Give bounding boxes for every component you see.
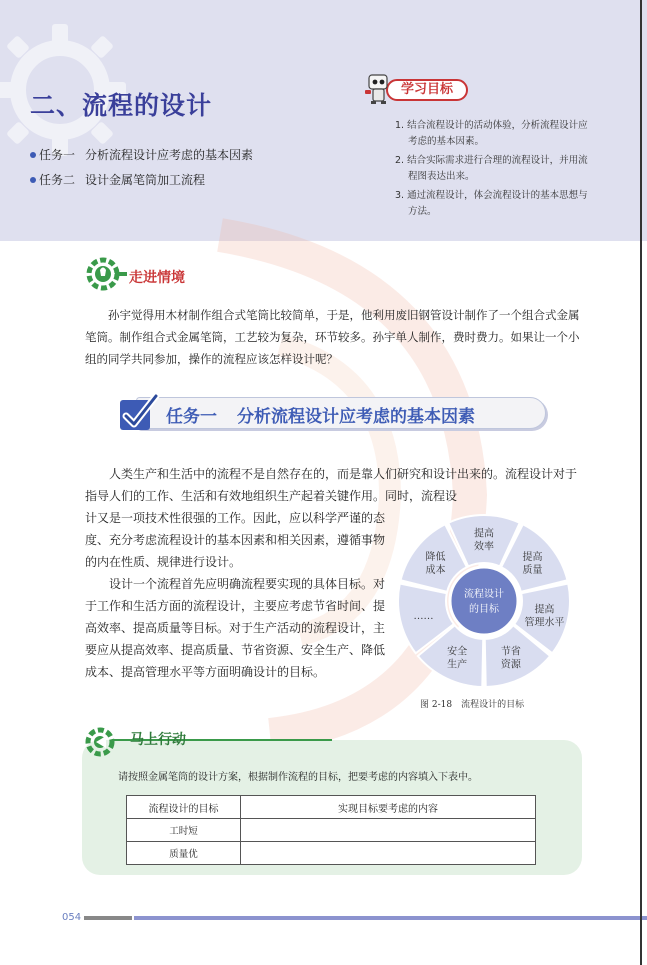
learning-goal: 2. 结合实际需求进行合理的流程设计，并用流程图表达出来。 bbox=[395, 155, 588, 182]
learning-goals-badge bbox=[364, 73, 472, 105]
task-number: 任务一 bbox=[39, 148, 76, 162]
body-narrow-column bbox=[85, 507, 390, 683]
bullet-icon bbox=[30, 152, 36, 158]
diagram-petal-label: 安全 bbox=[447, 646, 468, 658]
intro-paragraph: 孙宇觉得用木材制作组合式笔筒比较简单，于是，他利用废旧钢管设计制作了一个组合式金属笔筒。制作组合式金属笔筒，工艺较为复杂，环节较多。孙宇单人制作，费时费力。如果让一个小组的同学共同参加，操作的流程应该怎样设计呢？ bbox=[85, 308, 580, 366]
learning-goal: 1. 结合流程设计的活动体验，分析流程设计应考虑的基本因素。 bbox=[395, 120, 588, 147]
task-title: 设计金属笔筒加工流程 bbox=[85, 173, 206, 187]
task-number: 任务二 bbox=[39, 173, 76, 187]
design-goals-diagram bbox=[396, 513, 572, 689]
section-label: 走进情境 bbox=[129, 270, 185, 286]
diagram-petal-label: 资源 bbox=[500, 659, 521, 671]
diagram-petal-label: 成本 bbox=[425, 564, 446, 576]
body-paragraph: 人类生产和生活中的流程不是自然存在的，而是靠人们研究和设计出来的。流程设计对于指导人们的工作、生活和有效地组织生产起着关键作用。同时，流程设 bbox=[85, 467, 578, 503]
diagram-petal-label: 提高 bbox=[522, 551, 543, 563]
task-banner bbox=[118, 392, 548, 436]
table-cell-content[interactable] bbox=[241, 819, 536, 842]
section-heading-intro bbox=[85, 254, 185, 294]
banner-task-number: 任务一 bbox=[166, 407, 217, 427]
banner-title bbox=[166, 402, 475, 427]
table-header: 实现目标要考虑的内容 bbox=[241, 796, 536, 819]
checkmark-icon bbox=[118, 392, 162, 436]
diagram-petal-label: 提高 bbox=[534, 604, 555, 616]
page-edge bbox=[640, 0, 642, 965]
table-cell-goal: 质量优 bbox=[127, 842, 241, 865]
diagram-petal-label: …… bbox=[413, 610, 434, 622]
table-header-row bbox=[127, 796, 536, 819]
diagram-center-line1: 流程设计 bbox=[464, 589, 504, 600]
footer-rule bbox=[84, 916, 132, 920]
table-header: 流程设计的目标 bbox=[127, 796, 241, 819]
gear-arrow-icon bbox=[82, 724, 342, 760]
learning-goal: 3. 通过流程设计，体会流程设计的基本思想与方法。 bbox=[395, 190, 588, 217]
robot-icon bbox=[364, 73, 394, 105]
action-instruction: 请按照金属笔筒的设计方案，根据制作流程的目标，把要考虑的内容填入下表中。 bbox=[118, 772, 478, 783]
lightbulb-gear-icon bbox=[85, 254, 127, 294]
task-title: 分析流程设计应考虑的基本因素 bbox=[85, 148, 254, 162]
body-paragraph: 计又是一项技术性很强的工作。因此，应以科学严谨的态度、充分考虑流程设计的基本因素和相关因素，遵循事物的内在性质、规律进行设计。 bbox=[85, 511, 386, 569]
diagram-petal-label: 降低 bbox=[425, 551, 446, 563]
footer-rule bbox=[134, 916, 647, 920]
table-row bbox=[127, 842, 536, 865]
task-list bbox=[30, 147, 253, 197]
goals-table bbox=[126, 795, 536, 865]
chapter-title: 二、流程的设计 bbox=[30, 91, 213, 120]
diagram-petal-label: 提高 bbox=[474, 528, 494, 540]
diagram-petal-label: 节省 bbox=[500, 646, 521, 658]
table-cell-content[interactable] bbox=[241, 842, 536, 865]
banner-task-title: 分析流程设计应考虑的基本因素 bbox=[237, 407, 475, 427]
page-number: 054 bbox=[62, 912, 82, 923]
table-row bbox=[127, 819, 536, 842]
body-paragraph: 设计一个流程首先应明确流程要实现的具体目标。对于工作和生活方面的流程设计，主要应考虑节省时间、提高效率、提高质量等目标。对于生产活动的流程设计，主要应从提高效率、提高质量、节省资源、安全生产、降低成本、提高管理水平等方面明确设计的目标。 bbox=[85, 577, 386, 679]
task-item bbox=[30, 172, 253, 197]
diagram-petal-label: 管理水平 bbox=[524, 617, 565, 629]
task-item bbox=[30, 147, 253, 172]
bullet-icon bbox=[30, 177, 36, 183]
diagram-petal-label: 生产 bbox=[447, 659, 468, 671]
diagram-petal-label: 质量 bbox=[522, 564, 543, 576]
diagram-center-line2: 的目标 bbox=[469, 604, 499, 615]
figure-caption: 图 2-18 流程设计的目标 bbox=[420, 700, 525, 710]
diagram-center-circle bbox=[450, 567, 518, 635]
section-label: 马上行动 bbox=[130, 732, 186, 748]
table-cell-goal: 工时短 bbox=[127, 819, 241, 842]
learning-goals-label: 学习目标 bbox=[386, 79, 468, 101]
section-heading-action bbox=[82, 724, 342, 760]
diagram-petal-label: 效率 bbox=[474, 541, 494, 553]
